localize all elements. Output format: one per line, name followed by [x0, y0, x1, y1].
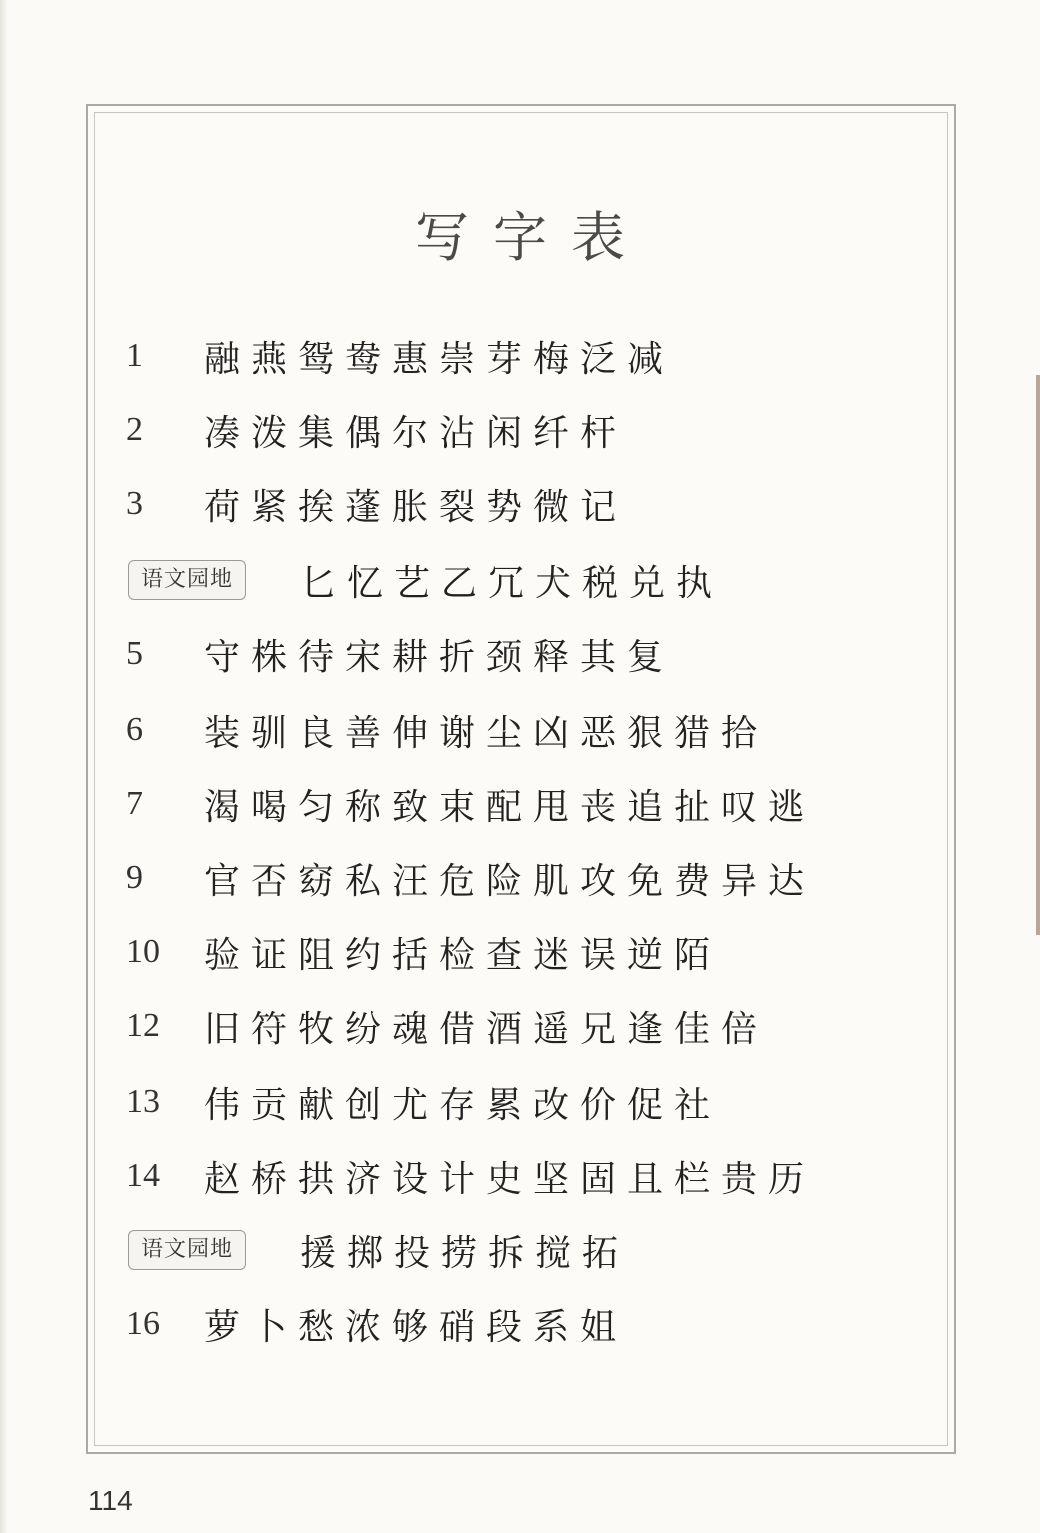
page-title: 写字表: [415, 206, 649, 269]
character-list: 旧符牧纷魂借酒遥兄逢佳倍: [204, 1008, 769, 1050]
table-row: [0, 774, 1040, 834]
table-row: [0, 624, 1040, 684]
character-list: 匕忆艺乙冗犬税兑执: [300, 562, 724, 604]
table-row: [0, 848, 1040, 908]
lesson-number: 9: [126, 859, 143, 896]
lesson-number: 2: [126, 411, 143, 448]
chinese-garden-badge: 语文园地: [128, 1230, 246, 1270]
lesson-number: 12: [126, 1007, 160, 1044]
character-list: 赵桥拱济设计史坚固且栏贵历: [204, 1158, 816, 1200]
lesson-number: 10: [126, 933, 160, 970]
page-number: 114: [88, 1485, 133, 1516]
lesson-number: 7: [126, 785, 143, 822]
character-list: 萝卜愁浓够硝段系姐: [204, 1306, 628, 1348]
table-row: [0, 326, 1040, 386]
character-list: 守株待宋耕折颈释其复: [204, 636, 675, 678]
lesson-number: 14: [126, 1157, 160, 1194]
table-row: [0, 996, 1040, 1056]
character-list: 融燕鸳鸯惠崇芽梅泛减: [204, 338, 675, 380]
character-list: 验证阻约括检查迷误逆陌: [204, 934, 722, 976]
character-list: 凑泼集偶尔沾闲纤杆: [204, 412, 628, 454]
lesson-number: 3: [126, 485, 143, 522]
table-row: [0, 700, 1040, 760]
lesson-number: 13: [126, 1083, 160, 1120]
table-row: [0, 1220, 1040, 1280]
lesson-number: 16: [126, 1305, 160, 1342]
table-row: [0, 550, 1040, 610]
lesson-number: 1: [126, 337, 143, 374]
character-list: 荷紧挨蓬胀裂势微记: [204, 486, 628, 528]
table-row: [0, 922, 1040, 982]
table-row: [0, 474, 1040, 534]
lesson-number: 5: [126, 635, 143, 672]
table-row: [0, 1146, 1040, 1206]
table-row: [0, 1072, 1040, 1132]
lesson-number: 6: [126, 711, 143, 748]
character-list: 伟贡献创尤存累改价促社: [204, 1084, 722, 1126]
table-row: [0, 400, 1040, 460]
character-list: 官否窈私汪危险肌攻免费异达: [204, 860, 816, 902]
character-list: 装驯良善伸谢尘凶恶狠猎拾: [204, 712, 769, 754]
character-list: 援掷投捞拆搅拓: [300, 1232, 630, 1274]
chinese-garden-badge: 语文园地: [128, 560, 246, 600]
character-list: 渴喝匀称致束配甩丧追扯叹逃: [204, 786, 816, 828]
table-row: [0, 1294, 1040, 1354]
